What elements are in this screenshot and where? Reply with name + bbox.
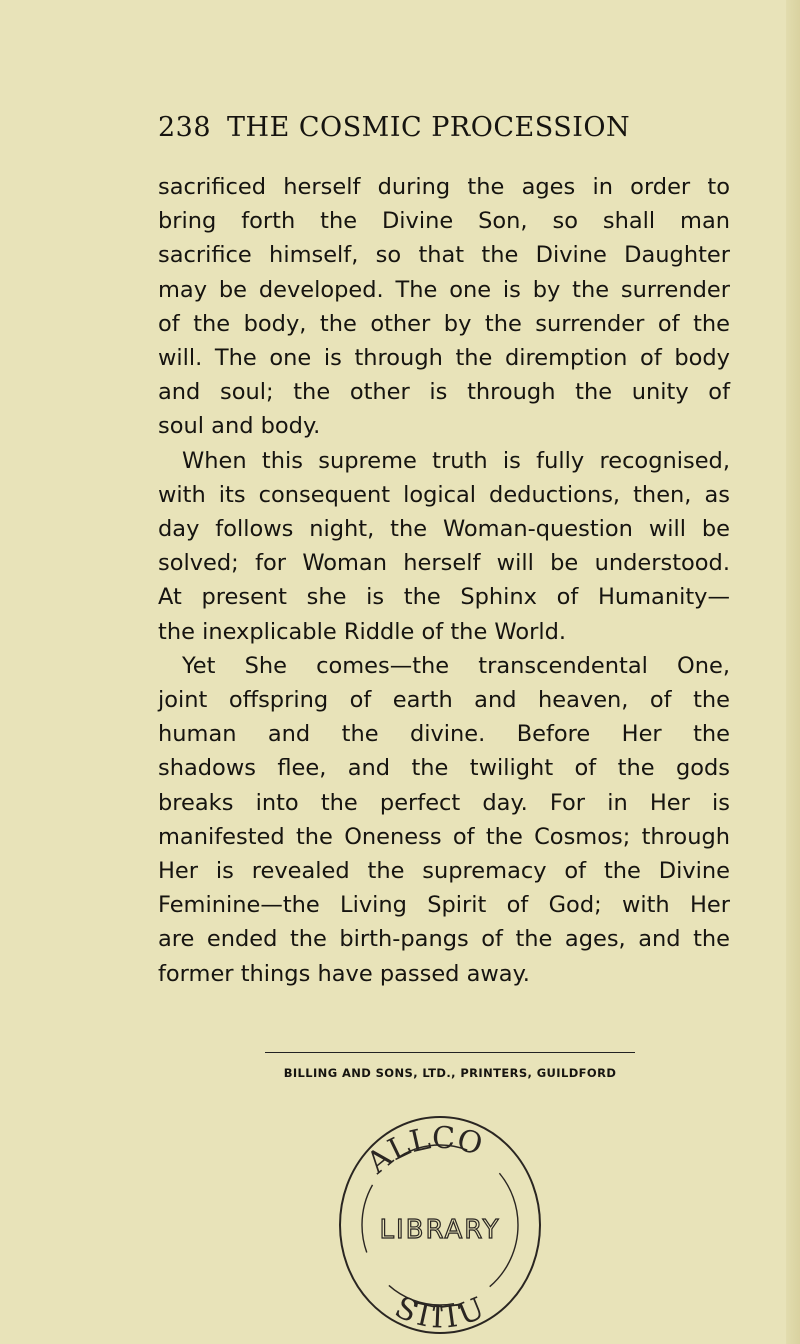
body-line: breaks into the perfect day. For in Her is (158, 789, 730, 816)
stamp-center-text: LIBRARY (379, 1215, 501, 1245)
body-text (158, 170, 730, 991)
body-line: At present she is the Sphinx of Humanity— (158, 584, 730, 611)
body-line: and soul; the other is through the unity of (158, 379, 730, 406)
body-line: shadows flee, and the twilight of the gods (158, 755, 730, 782)
page-edge-shadow (786, 0, 800, 1344)
library-stamp-icon (325, 1108, 555, 1342)
printer-imprint: BILLING AND SONS, LTD., PRINTERS, GUILDFORD (283, 1066, 617, 1080)
body-line: with its consequent logical deductions, then, as (158, 481, 730, 508)
body-line: of the body, the other by the surrender of the (158, 310, 730, 337)
body-line: Yet She comes—the transcendental One, (182, 652, 730, 679)
body-line: joint offspring of earth and heaven, of the (158, 687, 730, 714)
body-line: manifested the Oneness of the Cosmos; through (158, 823, 730, 850)
body-line: solved; for Woman herself will be understood. (158, 550, 730, 577)
stamp-top-text: ALLCO (360, 1120, 487, 1181)
stamp-bottom-text: STITU (389, 1289, 490, 1336)
body-line: human and the divine. Before Her the (158, 721, 730, 748)
body-line: sacrifice himself, so that the Divine Daughter (158, 242, 730, 269)
running-header (158, 112, 718, 143)
body-line: may be developed. The one is by the surrender (158, 276, 730, 303)
body-line: When this supreme truth is fully recognised, (182, 447, 730, 474)
body-line: soul and body. (158, 413, 321, 440)
body-line: Her is revealed the supremacy of the Divine (158, 858, 730, 885)
body-line: former things have passed away. (158, 960, 530, 987)
body-line: day follows night, the Woman-question will be (158, 516, 730, 543)
running-title: THE COSMIC PROCESSION (227, 112, 631, 143)
body-line: will. The one is through the diremption of body (158, 345, 730, 372)
body-line: are ended the birth-pangs of the ages, and the (158, 926, 730, 953)
page-number: 238 (158, 112, 212, 143)
body-line: Feminine—the Living Spirit of God; with Her (158, 892, 730, 919)
body-line: sacrificed herself during the ages in order to (158, 174, 730, 200)
body-line: bring forth the Divine Son, so shall man (158, 208, 730, 235)
body-line: the inexplicable Riddle of the World. (158, 618, 567, 645)
imprint-rule (265, 1052, 635, 1053)
